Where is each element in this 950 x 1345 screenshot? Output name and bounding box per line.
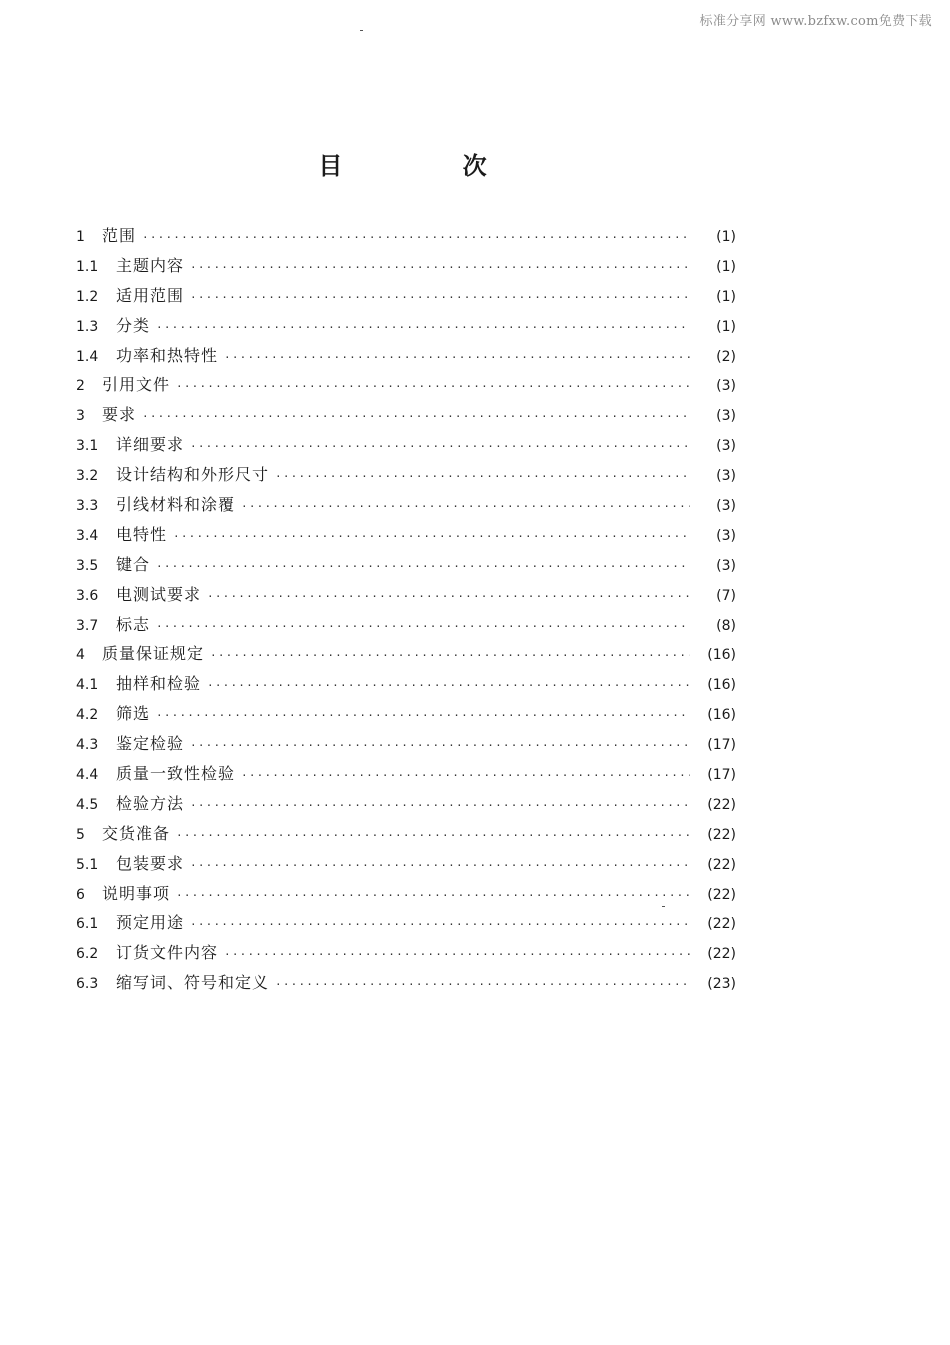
toc-entry-page: (2) (716, 348, 736, 365)
toc-entry-number: 3.7 (76, 617, 99, 634)
toc-entry-number: 3.2 (76, 468, 99, 485)
dot-leader (176, 881, 690, 911)
toc-entry (76, 968, 736, 998)
toc-entry (76, 789, 736, 819)
toc-entry (76, 311, 736, 341)
toc-entry (76, 819, 736, 849)
toc-entry-title: 范围 (102, 226, 137, 245)
toc-entry-title: 缩写词、符号和定义 (116, 973, 270, 993)
dot-leader (176, 372, 690, 402)
toc-entry-page: (23) (707, 976, 736, 993)
toc-entry-number: 5 (76, 826, 85, 843)
dot-leader (210, 641, 690, 671)
toc-entry (76, 669, 736, 699)
toc-entry-page: (22) (707, 946, 736, 963)
toc-entry-page: (1) (716, 318, 736, 335)
dot-leader (176, 821, 690, 851)
toc-entry-page: (16) (707, 677, 736, 694)
toc-entry (76, 490, 736, 520)
toc-entry-number: 6.1 (76, 916, 99, 933)
toc-entry-title: 订货文件内容 (116, 943, 219, 963)
watermark: 标准分享网 www.bzfxw.com免费下载 (699, 14, 932, 29)
toc-entry-title: 抽样和检验 (116, 674, 202, 694)
toc-entry-number: 1.2 (76, 288, 99, 305)
toc-entry-title: 引线材料和涂覆 (116, 495, 236, 515)
toc-entry-page: (22) (707, 796, 736, 813)
toc-entry-page: (22) (707, 856, 736, 873)
dot-leader (207, 671, 690, 701)
toc-entry (76, 879, 736, 909)
toc-entry (76, 849, 736, 879)
dot-leader (224, 940, 690, 970)
toc-entry-title: 标志 (116, 614, 151, 634)
dot-leader (142, 223, 690, 253)
toc-entry-page: (3) (716, 438, 736, 455)
toc-entry (76, 520, 736, 550)
toc-entry (76, 341, 736, 371)
toc-entry-title: 电特性 (116, 524, 168, 544)
toc-entry-page: (8) (716, 617, 736, 634)
toc-entry-number: 3.6 (76, 587, 99, 604)
dot-leader (241, 492, 690, 522)
dot-leader (190, 283, 690, 313)
toc-entry-page: (17) (707, 767, 736, 784)
toc-entry-page: (16) (707, 707, 736, 724)
toc-entry-page: (1) (716, 288, 736, 305)
dot-leader (156, 313, 690, 343)
dot-leader (190, 253, 690, 283)
toc-entry (76, 400, 736, 430)
toc-entry (76, 251, 736, 281)
toc-entry-page: (16) (707, 647, 736, 664)
dot-leader (190, 791, 690, 821)
toc-entry-number: 3.5 (76, 557, 99, 574)
toc-entry (76, 610, 736, 640)
dot-leader (241, 761, 690, 791)
toc-entry-title: 质量保证规定 (102, 644, 205, 664)
toc-entry (76, 908, 736, 938)
dot-leader (275, 462, 690, 492)
toc-entry (76, 460, 736, 490)
dot-leader (156, 552, 690, 582)
toc-entry-title: 说明事项 (102, 883, 171, 903)
scan-speck (360, 30, 363, 31)
toc-entry (76, 639, 736, 669)
toc-entry-page: (22) (707, 916, 736, 933)
toc-entry (76, 221, 736, 251)
toc-entry-number: 3.4 (76, 527, 99, 544)
toc-entry-number: 4.5 (76, 796, 99, 813)
toc-entry-number: 3.1 (76, 438, 99, 455)
toc-entry-title: 筛选 (116, 704, 151, 724)
toc-entry (76, 759, 736, 789)
toc-entry-page: (1) (716, 258, 736, 275)
toc-entry-number: 3 (76, 408, 85, 425)
dot-leader (156, 701, 690, 731)
toc-entry-number: 6.3 (76, 976, 99, 993)
table-of-contents (76, 221, 736, 998)
toc-entry-page: (3) (716, 527, 736, 544)
toc-entry (76, 938, 736, 968)
dot-leader (142, 402, 690, 432)
toc-entry-title: 交货准备 (102, 823, 171, 843)
toc-entry-page: (3) (716, 468, 736, 485)
dot-leader (190, 851, 690, 881)
dot-leader (173, 522, 690, 552)
toc-entry-title: 适用范围 (116, 285, 185, 305)
toc-entry-number: 6.2 (76, 946, 99, 963)
dot-leader (275, 970, 690, 1000)
toc-entry-title: 引用文件 (102, 375, 171, 395)
toc-entry-number: 4.4 (76, 767, 99, 784)
toc-entry-number: 1.1 (76, 258, 99, 275)
toc-entry-number: 6 (76, 886, 85, 903)
toc-entry-page: (3) (716, 498, 736, 515)
toc-entry-number: 1.3 (76, 318, 99, 335)
toc-entry-number: 5.1 (76, 856, 99, 873)
toc-entry (76, 580, 736, 610)
toc-entry-title: 详细要求 (116, 435, 185, 455)
toc-entry-title: 电测试要求 (116, 584, 202, 604)
dot-leader (190, 910, 690, 940)
toc-entry-number: 4 (76, 647, 85, 664)
dot-leader (190, 432, 690, 462)
toc-entry-page: (7) (716, 587, 736, 604)
toc-entry (76, 370, 736, 400)
toc-entry (76, 699, 736, 729)
toc-entry-number: 2 (76, 378, 85, 395)
toc-entry (76, 729, 736, 759)
toc-entry-title: 鉴定检验 (116, 734, 185, 754)
toc-entry-page: (1) (716, 229, 736, 245)
toc-entry-page: (22) (707, 826, 736, 843)
toc-entry-title: 预定用途 (116, 913, 185, 933)
toc-entry-page: (3) (716, 557, 736, 574)
toc-entry-number: 4.2 (76, 707, 99, 724)
toc-entry-number: 3.3 (76, 498, 99, 515)
toc-entry-title: 检验方法 (116, 793, 185, 813)
toc-entry-title: 设计结构和外形尺寸 (116, 465, 270, 485)
toc-entry-title: 分类 (116, 315, 151, 335)
toc-entry-page: (3) (716, 378, 736, 395)
toc-entry (76, 281, 736, 311)
toc-entry-title: 要求 (102, 405, 137, 425)
dot-leader (190, 731, 690, 761)
dot-leader (207, 582, 690, 612)
toc-entry-title: 包装要求 (116, 853, 185, 873)
toc-entry-title: 功率和热特性 (116, 345, 219, 365)
page-title: 目 次 (318, 152, 543, 180)
toc-entry-number: 1.4 (76, 348, 99, 365)
toc-entry-page: (3) (716, 408, 736, 425)
dot-leader (156, 612, 690, 642)
dot-leader (224, 343, 690, 373)
toc-entry-title: 主题内容 (116, 255, 185, 275)
toc-entry-page: (22) (707, 886, 736, 903)
toc-entry-page: (17) (707, 737, 736, 754)
toc-entry (76, 550, 736, 580)
toc-entry-title: 质量一致性检验 (116, 764, 236, 784)
toc-entry-number: 4.3 (76, 737, 99, 754)
toc-entry-title: 键合 (116, 554, 151, 574)
toc-entry-number: 1 (76, 229, 85, 245)
toc-entry-number: 4.1 (76, 677, 99, 694)
toc-entry (76, 430, 736, 460)
